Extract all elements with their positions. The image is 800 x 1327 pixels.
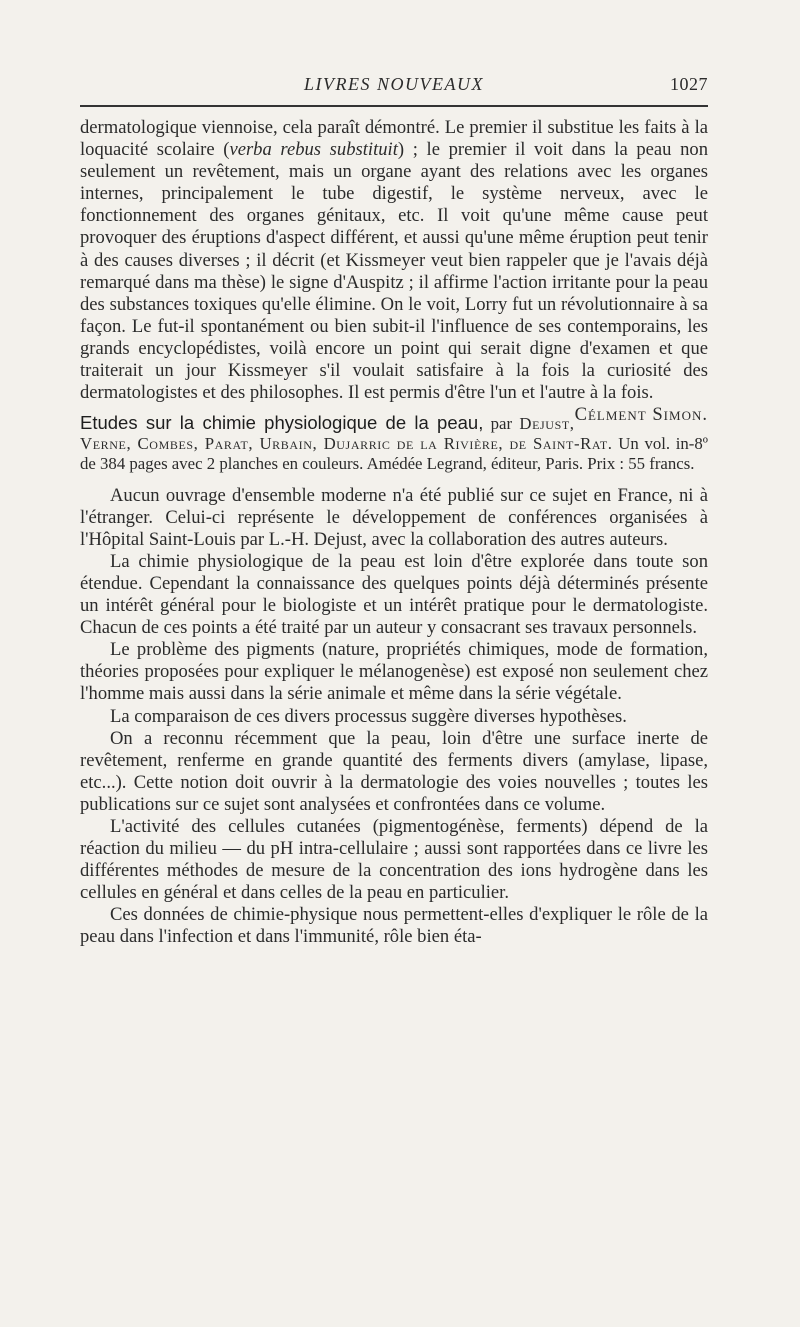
paragraph-comparison: La comparaison de ces divers processus suggère diverses hypothèses.: [110, 705, 627, 727]
review-publication-details: Un vol. in-8º de 384 pages avec 2 planches en couleurs. Amédée Legrand, éditeur, Paris. Prix : 55 francs.: [80, 434, 708, 473]
spacer: [80, 474, 708, 485]
paragraph-intro: Aucun ouvrage d'ensemble moderne n'a été publié sur ce sujet en France, ni à l'étranger. Celui-ci représente le développement de conférences organisées à l'Hôpital Saint-Louis par L.-H. Dejust, avec la collaboration des autres auteurs.: [80, 484, 708, 550]
paragraph-ferments: On a reconnu récemment que la peau, loin d'être une surface inerte de revêtement, renferme en grande quantité des ferments divers (amylase, lipase, etc...). Cette notion doit ouvrir à la dermatologie des voies nouvelles ; toutes les publications sur ce sujet sont analysées et confrontées dans ce volume.: [80, 727, 708, 815]
review-by: par: [483, 414, 520, 434]
header-rule: [80, 105, 708, 107]
review-book-title: Etudes sur la chimie physiologique de la peau,: [80, 412, 484, 434]
running-title: LIVRES NOUVEAUX: [304, 74, 484, 94]
page-body: [80, 117, 708, 949]
latin-phrase: verba rebus substituit: [229, 139, 398, 161]
review-authors: Dejust, Verne, Combes, Parat, Urbain, Dujarric de la Rivière, de Saint-Rat.: [80, 414, 613, 454]
paragraph-lorry-text-a: dermatologique viennoise, cela paraît démontré. Le premier il substitue les faits à la loquacité scolaire (: [80, 117, 708, 161]
paragraph-lorry-text-b: ) ; le premier il voit dans la peau non seulement un revêtement, mais un organe ayant des relations avec les organes internes, principalement le tube digestif, le système nerveux, avec le fonctionnement des organes génitaux, etc. Il voit qu'une même cause peut provoquer des éruptions d'aspect différent, et aussi qu'une même éruption peut tenir à des causes diverses ; il décrit (et Kissmeyer veut bien rappeler que je l'avais déjà remarqué dans ma thèse) le signe d'Auspitz ; il affirme l'action irritante pour la peau des substances toxiques qu'elle élimine. On le voit, Lorry fut un révolutionnaire à sa façon. Le fut-il spontanément ou bien subit-il l'influence de ses contemporains, les grands encyclopédistes, voilà encore un point qui serait digne d'examen et que traiterait un jour Kissmeyer s'il voulait satisfaire à la fois la curiosité des dermatologistes et des philosophes. Il est permis d'être l'un et l'autre à la fois.: [80, 139, 709, 404]
paragraph-pigments: Le problème des pigments (nature, propriétés chimiques, mode de formation, théories proposées pour expliquer le mélanogenèse) est exposé non seulement chez l'homme mais aussi dans la série animale et même dans la série végétale.: [80, 639, 708, 705]
paragraph-immunity: Ces données de chimie-physique nous permettent-elles d'expliquer le rôle de la peau dans l'infection et dans l'immunité, rôle bien éta-: [80, 904, 708, 948]
page-number: 1027: [670, 74, 708, 94]
review-signature: Célment Simon.: [574, 404, 708, 426]
paragraph-ph: L'activité des cellules cutanées (pigmentogénèse, ferments) dépend de la réaction du milieu — du pH intra-cellulaire ; aussi sont rapportées dans ce livre les différentes méthodes de mesure de la concentration des ions hydrogène dans les cellules en général et dans celles de la peau en particulier.: [80, 816, 708, 904]
running-head: [80, 74, 708, 98]
paragraph-physiology: La chimie physiologique de la peau est loin d'être explorée dans toute son étendue. Cependant la connaissance des quelques points déjà déterminés présente un intérêt général pour le biologiste et un intérêt pratique pour le dermatologiste. Chacun de ces points a été traité par un auteur y consacrant ses travaux personnels.: [80, 550, 708, 639]
